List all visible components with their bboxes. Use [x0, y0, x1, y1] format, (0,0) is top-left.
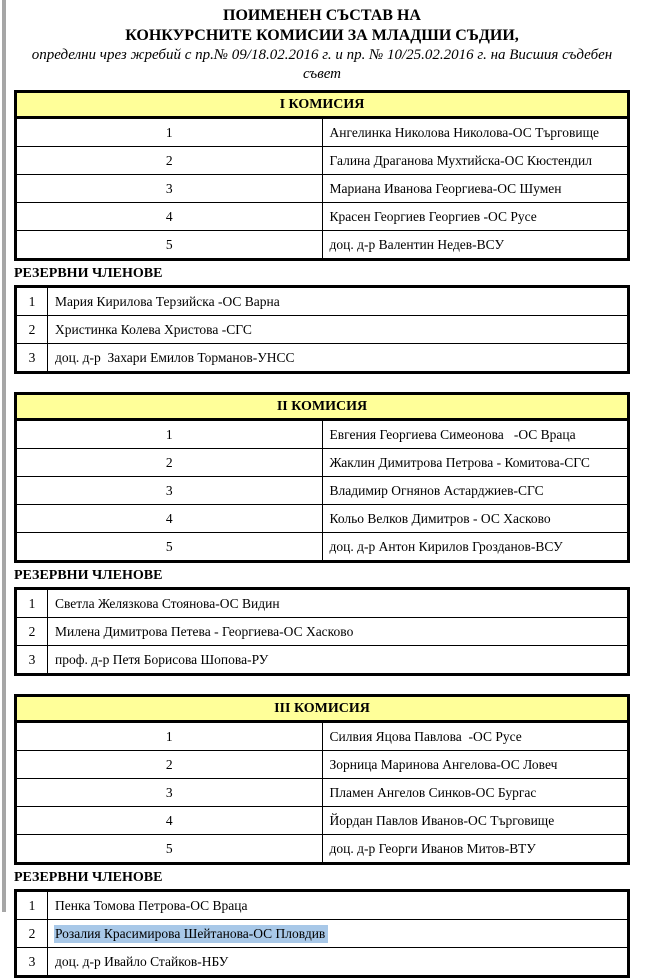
member-name — [322, 203, 629, 231]
member-name — [322, 779, 629, 807]
reserve-members-label: РЕЗЕРВНИ ЧЛЕНОВЕ — [14, 266, 163, 281]
table-row — [16, 344, 629, 373]
table-row — [16, 533, 629, 562]
row-number: 4 — [16, 505, 323, 533]
table-row — [16, 175, 629, 203]
member-name-text: Жаклин Димитрова Петрова - Комитова-СГС — [329, 454, 590, 470]
member-name — [322, 835, 629, 864]
commission-block — [14, 392, 630, 676]
member-name — [322, 533, 629, 562]
commission-block — [14, 90, 630, 374]
member-name — [322, 751, 629, 779]
table-row — [16, 449, 629, 477]
members-table — [14, 694, 630, 865]
member-name-text: Зорница Маринова Ангелова-ОС Ловеч — [329, 756, 558, 772]
table-row — [16, 722, 629, 751]
member-name-text: Милена Димитрова Петева - Георгиева-ОС Хасково — [55, 623, 354, 639]
table-row — [16, 505, 629, 533]
table-row — [16, 948, 629, 977]
reserve-members-label: РЕЗЕРВНИ ЧЛЕНОВЕ — [14, 568, 163, 583]
table-row — [16, 646, 629, 675]
member-name-text: проф. д-р Петя Борисова Шопова-РУ — [55, 651, 269, 667]
member-name-text: Мариана Иванова Георгиева-ОС Шумен — [329, 180, 562, 196]
row-number: 3 — [16, 948, 48, 977]
members-table — [14, 392, 630, 563]
commissions-container — [14, 90, 630, 978]
member-name-text: доц. д-р Захари Емилов Торманов-УНСС — [55, 349, 295, 365]
member-name — [322, 477, 629, 505]
member-name-text: Пламен Ангелов Синков-ОС Бургас — [329, 784, 537, 800]
row-number: 3 — [16, 646, 48, 675]
member-name — [322, 231, 629, 260]
document-page — [14, 0, 630, 978]
document-title-line1: ПОИМЕНЕН СЪСТАВ НА — [223, 7, 421, 24]
table-row — [16, 589, 629, 618]
member-name — [322, 449, 629, 477]
document-title-line2: КОНКУРСНИТЕ КОМИСИИ ЗА МЛАДШИ СЪДИИ, — [125, 27, 519, 44]
table-row — [16, 835, 629, 864]
member-name — [322, 807, 629, 835]
member-name — [322, 420, 629, 449]
row-number: 2 — [16, 449, 323, 477]
commission-header-row — [16, 696, 629, 722]
row-number: 1 — [16, 891, 48, 920]
member-name — [48, 618, 629, 646]
member-name — [322, 147, 629, 175]
reserves-table — [14, 587, 630, 676]
row-number: 4 — [16, 203, 323, 231]
row-number: 3 — [16, 344, 48, 373]
row-number: 1 — [16, 722, 323, 751]
member-name-text: Мария Кирилова Терзийска -ОС Варна — [55, 293, 280, 309]
member-name — [48, 891, 629, 920]
member-name-text: Силвия Яцова Павлова -ОС Русе — [329, 728, 522, 744]
table-row — [16, 118, 629, 147]
row-number: 1 — [16, 589, 48, 618]
table-row — [16, 891, 629, 920]
document-subtitle-line2: съвет — [302, 66, 342, 82]
member-name — [322, 722, 629, 751]
commission-title: I КОМИСИЯ — [16, 92, 629, 118]
page-edge-shadow — [2, 0, 6, 912]
member-name — [48, 589, 629, 618]
member-name-text: Ангелинка Николова Николова-ОС Търговище — [329, 124, 599, 140]
member-name — [48, 287, 629, 316]
member-name-text: доц. д-р Антон Кирилов Грозданов-ВСУ — [329, 538, 563, 554]
table-row — [16, 618, 629, 646]
commission-header-row — [16, 92, 629, 118]
table-row — [16, 751, 629, 779]
member-name — [322, 505, 629, 533]
table-row — [16, 231, 629, 260]
member-name-text: доц. д-р Георги Иванов Митов-ВТУ — [329, 840, 536, 856]
member-name — [48, 646, 629, 675]
row-number: 5 — [16, 533, 323, 562]
commission-title: III КОМИСИЯ — [16, 696, 629, 722]
member-name-text: Кольо Велков Димитров - ОС Хасково — [329, 510, 551, 526]
table-row — [16, 287, 629, 316]
member-name-text: Христинка Колева Христова -СГС — [55, 321, 252, 337]
member-name-text: Пенка Томова Петрова-ОС Враца — [55, 897, 248, 913]
selected-text: Розалия Красимирова Шейтанова-ОС Пловдив — [54, 925, 328, 943]
commission-header-row — [16, 394, 629, 420]
member-name — [48, 316, 629, 344]
member-name — [322, 118, 629, 147]
table-row — [16, 316, 629, 344]
table-row — [16, 147, 629, 175]
member-name-text: Евгения Георгиева Симеонова -ОС Враца — [329, 426, 576, 442]
row-number: 1 — [16, 420, 323, 449]
row-number: 4 — [16, 807, 323, 835]
member-name-text: Йордан Павлов Иванов-ОС Търговище — [329, 812, 555, 828]
member-name-text: Красен Георгиев Георгиев -ОС Русе — [329, 208, 537, 224]
row-number: 2 — [16, 618, 48, 646]
commission-block — [14, 694, 630, 978]
table-row — [16, 920, 629, 948]
table-row — [16, 477, 629, 505]
row-number: 1 — [16, 287, 48, 316]
row-number: 3 — [16, 175, 323, 203]
member-name-text: доц. д-р Валентин Недев-ВСУ — [329, 236, 505, 252]
row-number: 5 — [16, 231, 323, 260]
row-number: 2 — [16, 147, 323, 175]
member-name — [322, 175, 629, 203]
reserves-table — [14, 285, 630, 374]
document-subtitle-line1: определни чрез жребий с пр.№ 09/18.02.2016 г. и пр. № 10/25.02.2016 г. на Висшия съдебен — [31, 47, 613, 63]
commission-title: II КОМИСИЯ — [16, 394, 629, 420]
table-row — [16, 420, 629, 449]
row-number: 5 — [16, 835, 323, 864]
member-name-text: Светла Желязкова Стоянова-ОС Видин — [55, 595, 280, 611]
table-row — [16, 203, 629, 231]
member-name — [48, 948, 629, 977]
member-name-text: Владимир Огнянов Астарджиев-СГС — [329, 482, 544, 498]
reserve-members-label: РЕЗЕРВНИ ЧЛЕНОВЕ — [14, 870, 163, 885]
member-name-text: доц. д-р Ивайло Стайков-НБУ — [55, 953, 229, 969]
row-number: 2 — [16, 316, 48, 344]
member-name — [48, 920, 629, 948]
row-number: 3 — [16, 779, 323, 807]
row-number: 3 — [16, 477, 323, 505]
row-number: 2 — [16, 751, 323, 779]
row-number: 2 — [16, 920, 48, 948]
row-number: 1 — [16, 118, 323, 147]
members-table — [14, 90, 630, 261]
member-name — [48, 344, 629, 373]
table-row — [16, 779, 629, 807]
reserves-table — [14, 889, 630, 978]
member-name-text: Галина Драганова Мухтийска-ОС Кюстендил — [329, 152, 592, 168]
table-row — [16, 807, 629, 835]
